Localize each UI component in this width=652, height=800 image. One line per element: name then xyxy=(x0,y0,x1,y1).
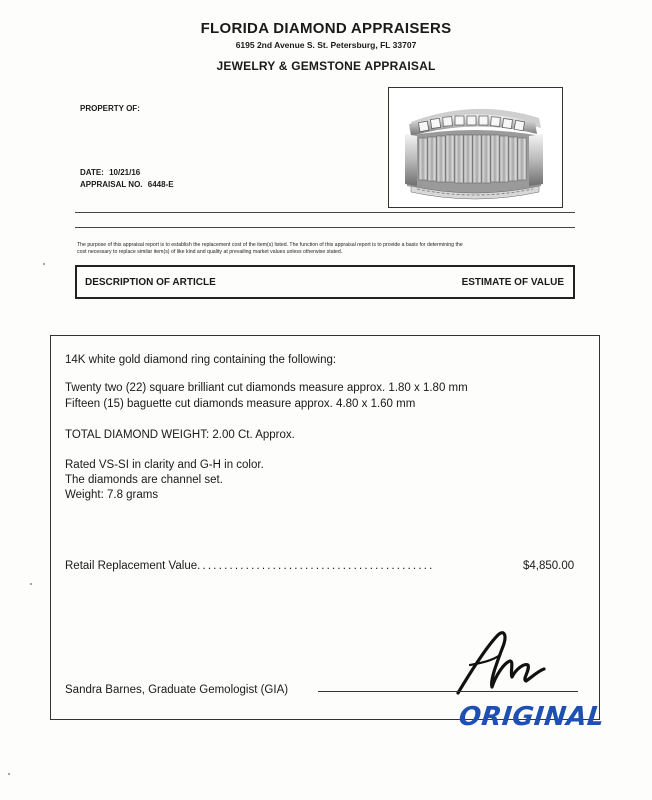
retail-row xyxy=(65,560,435,572)
retail-leader-dots: ............................................ xyxy=(197,560,435,572)
date-value: 10/21/16 xyxy=(109,168,141,177)
scan-speck xyxy=(43,263,45,265)
date-row xyxy=(80,168,140,177)
setting-line: The diamonds are channel set. xyxy=(65,474,223,486)
date-label: DATE: xyxy=(80,168,104,177)
document-subtitle: JEWELRY & GEMSTONE APPRAISAL xyxy=(216,59,436,73)
ring-photo-icon xyxy=(389,88,562,207)
company-name: FLORIDA DIAMOND APPRAISERS xyxy=(200,20,452,37)
appraiser-name: Sandra Barnes, Graduate Gemologist (GIA) xyxy=(65,684,289,696)
ring-photo xyxy=(388,87,563,208)
original-stamp: ORIGINAL xyxy=(457,702,606,732)
appraisal-label: APPRAISAL NO. xyxy=(80,180,143,189)
company-address: 6195 2nd Avenue S. St. Petersburg, FL 33707 xyxy=(235,40,417,50)
column-header-box xyxy=(75,265,575,299)
description-header: DESCRIPTION OF ARTICLE xyxy=(85,277,216,288)
disclaimer xyxy=(77,242,577,256)
weight-line: Weight: 7.8 grams xyxy=(65,489,159,501)
clarity-line: Rated VS-SI in clarity and G-H in color. xyxy=(65,459,264,471)
total-weight: TOTAL DIAMOND WEIGHT: 2.00 Ct. Approx. xyxy=(65,429,295,441)
item-intro: 14K white gold diamond ring containing the following: xyxy=(65,354,337,366)
signature-icon xyxy=(440,625,580,705)
scan-speck xyxy=(30,583,32,585)
signature-line xyxy=(318,691,578,692)
scan-speck xyxy=(8,773,10,775)
info-rule-1 xyxy=(75,212,575,213)
item-line-2: Fifteen (15) baguette cut diamonds measure approx. 4.80 x 1.60 mm xyxy=(65,398,416,410)
appraisal-value: 6448-E xyxy=(147,180,174,189)
estimate-header: ESTIMATE OF VALUE xyxy=(461,277,564,288)
info-rule-2 xyxy=(75,227,575,228)
disclaimer-line-2: cost necessary to replace similar item(s) of like kind and quality at prevailing market values unless otherwise stated. xyxy=(77,249,343,255)
disclaimer-line-1: The purpose of this appraisal report is to establish the replacement cost of the item(s) listed. The function of this appraisal report is to provide a basis for determining the xyxy=(77,242,463,248)
appraisal-row xyxy=(80,180,174,189)
property-label: PROPERTY OF: xyxy=(80,104,140,113)
retail-value: $4,850.00 xyxy=(523,560,575,572)
item-line-1: Twenty two (22) square brilliant cut diamonds measure approx. 1.80 x 1.80 mm xyxy=(65,382,468,394)
retail-label: Retail Replacement Value xyxy=(65,560,198,572)
